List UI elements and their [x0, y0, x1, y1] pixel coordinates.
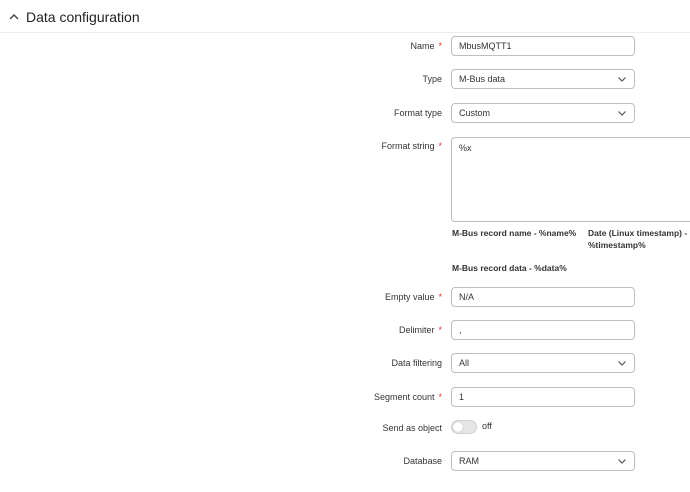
format-string-value: %x	[459, 143, 472, 153]
chevron-down-icon	[617, 456, 627, 466]
section-header-data-configuration[interactable]	[8, 6, 140, 28]
database-value: RAM	[459, 456, 479, 466]
delimiter-value: ,	[459, 325, 462, 335]
type-value: M-Bus data	[459, 74, 506, 84]
delimiter-input[interactable]	[451, 320, 635, 340]
database-select[interactable]	[451, 451, 635, 471]
name-label: Name *	[410, 41, 442, 51]
database-label: Database	[403, 456, 442, 466]
data-filtering-value: All	[459, 358, 470, 368]
type-label: Type	[422, 74, 442, 84]
required-marker: *	[438, 41, 442, 51]
empty-value-label: Empty value *	[384, 292, 442, 302]
type-select[interactable]	[451, 69, 635, 89]
chevron-up-icon	[8, 11, 20, 23]
empty-value-input[interactable]	[451, 287, 635, 307]
empty-value-value: N/A	[459, 292, 475, 302]
send-as-object-toggle[interactable]	[451, 420, 477, 434]
chevron-down-icon	[617, 74, 627, 84]
name-input[interactable]	[451, 36, 635, 56]
name-value: MbusMQTT1	[459, 41, 512, 51]
chevron-down-icon	[617, 108, 627, 118]
required-marker: *	[438, 325, 442, 335]
delimiter-label: Delimiter *	[398, 325, 442, 335]
hint-record-data: M-Bus record data - %data%	[452, 263, 567, 273]
format-type-value: Custom	[459, 108, 491, 118]
send-as-object-label: Send as object	[382, 423, 442, 433]
hint-record-name: M-Bus record name - %name%	[452, 228, 577, 238]
required-marker: *	[438, 292, 442, 302]
format-string-label: Format string *	[381, 141, 442, 151]
toggle-state-text: off	[482, 421, 492, 431]
chevron-down-icon	[617, 358, 627, 368]
format-type-select[interactable]	[451, 103, 635, 123]
toggle-knob	[453, 422, 463, 432]
required-marker: *	[438, 141, 442, 151]
format-type-label: Format type	[393, 108, 442, 118]
segment-count-label: Segment count *	[373, 392, 442, 402]
hint-timestamp: Date (Linux timestamp) - %timestamp%	[588, 228, 688, 250]
segment-count-input[interactable]	[451, 387, 635, 407]
section-title: Data configuration	[26, 9, 140, 25]
segment-count-value: 1	[459, 392, 465, 402]
data-filtering-label: Data filtering	[391, 358, 442, 368]
required-marker: *	[438, 392, 442, 402]
data-filtering-select[interactable]	[451, 353, 635, 373]
format-string-textarea[interactable]	[451, 137, 690, 222]
divider	[0, 32, 690, 33]
